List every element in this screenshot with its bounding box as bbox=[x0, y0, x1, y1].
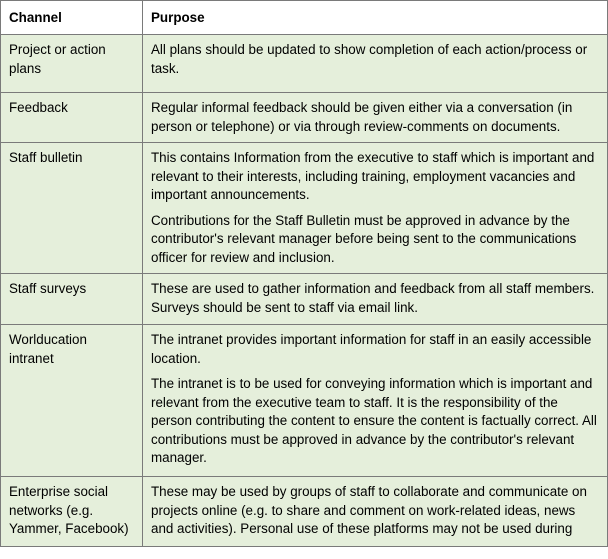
purpose-cell bbox=[143, 35, 608, 93]
channel-cell: Worlducation intranet bbox=[1, 325, 143, 477]
header-purpose: Purpose bbox=[143, 1, 608, 35]
table-row bbox=[1, 35, 608, 93]
table-header-row bbox=[1, 1, 608, 35]
table-row bbox=[1, 274, 608, 325]
purpose-paragraph: This contains Information from the executive to staff which is important and relevant to their interests, including training, employment vacancies and important announcements. bbox=[151, 150, 595, 202]
table-row bbox=[1, 477, 608, 547]
purpose-paragraph: The intranet provides important information for staff in an easily accessible location. bbox=[151, 332, 592, 366]
purpose-paragraph: The intranet is to be used for conveying information which is important and relevant from the executive team to staff. It is the responsibility of the person contributing the content to ensure the content is factually correct. All contributions must be approved in advance by the contributor's relevant manager. bbox=[151, 376, 597, 465]
channel-cell: Project or action plans bbox=[1, 35, 143, 93]
channel-cell: Feedback bbox=[1, 93, 143, 143]
purpose-paragraph: These are used to gather information and feedback from all staff members. Surveys should be sent to staff via email link. bbox=[151, 281, 595, 315]
channel-cell: Staff surveys bbox=[1, 274, 143, 325]
purpose-cell bbox=[143, 274, 608, 325]
purpose-cell bbox=[143, 325, 608, 477]
purpose-paragraph: These may be used by groups of staff to collaborate and communicate on projects online (e.g. to share and comment on work-related ideas, news and activities). Personal use of these platforms may not be used during bbox=[151, 484, 587, 536]
purpose-paragraph: Regular informal feedback should be given either via a conversation (in person or telephone) or via through review-comments on documents. bbox=[151, 100, 573, 134]
purpose-cell bbox=[143, 477, 608, 547]
table-row bbox=[1, 93, 608, 143]
purpose-cell bbox=[143, 93, 608, 143]
channel-cell: Staff bulletin bbox=[1, 143, 143, 274]
table-row bbox=[1, 325, 608, 477]
table-row bbox=[1, 143, 608, 274]
purpose-paragraph: All plans should be updated to show completion of each action/process or task. bbox=[151, 42, 588, 76]
channel-cell: Enterprise social networks (e.g. Yammer, Facebook) bbox=[1, 477, 143, 547]
purpose-paragraph: Contributions for the Staff Bulletin must be approved in advance by the contributor's relevant manager before being sent to the communications officer for review and inclusion. bbox=[151, 212, 577, 265]
header-channel: Channel bbox=[1, 1, 143, 35]
purpose-cell bbox=[143, 143, 608, 274]
